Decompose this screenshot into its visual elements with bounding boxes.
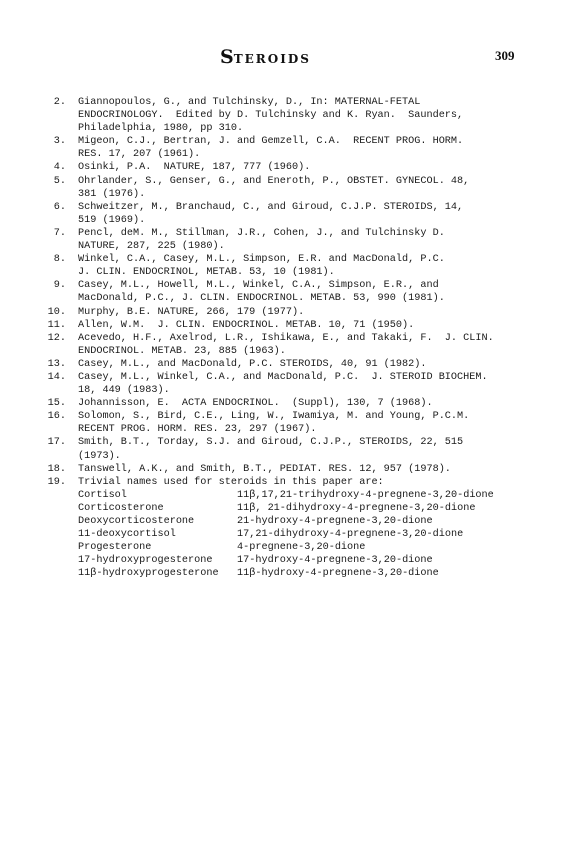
steroid-trivial-name: Cortisol <box>78 489 127 501</box>
reference-text-line: NATURE, 287, 225 (1980). <box>78 241 225 253</box>
reference-text-line: Allen, W.M. J. CLIN. ENDOCRINOL. METAB. 10, 71 (1950). <box>78 319 415 331</box>
reference-item <box>42 306 562 319</box>
reference-number: 4. <box>53 162 66 174</box>
steroid-trivial-name: 11β-hydroxyprogesterone <box>78 568 219 580</box>
reference-number: 2. <box>53 97 66 108</box>
reference-text-line: Giannopoulos, G., and Tulchinsky, D., In: MATERNAL-FETAL <box>78 97 421 108</box>
trivial-names-table <box>78 489 562 581</box>
reference-number: 7. <box>53 227 66 239</box>
reference-text-line: Johannisson, E. ACTA ENDOCRINOL. (Suppl), 130, 7 (1968). <box>78 398 433 410</box>
reference-number: 5. <box>53 175 66 187</box>
reference-number: 6. <box>53 201 66 213</box>
trivial-names-intro: Trivial names used for steroids in this paper are: <box>78 476 384 488</box>
reference-number: 3. <box>53 136 66 148</box>
reference-number: 15. <box>47 398 66 410</box>
reference-item-trivial-names <box>42 476 562 581</box>
reference-text-line: Ohrlander, S., Genser, G., and Eneroth, P., OBSTET. GYNECOL. 48, <box>78 175 470 187</box>
reference-text-line: Osinki, P.A. NATURE, 187, 777 (1960). <box>78 162 311 174</box>
reference-text-line: Winkel, C.A., Casey, M.L., Simpson, E.R. and MacDonald, P.C. <box>78 254 445 266</box>
reference-number: 16. <box>47 411 66 423</box>
reference-text-line: J. CLIN. ENDOCRINOL, METAB. 53, 10 (1981). <box>78 267 335 279</box>
reference-item <box>42 175 562 201</box>
reference-item <box>42 135 562 161</box>
reference-text-line: MacDonald, P.C., J. CLIN. ENDOCRINOL. METAB. 53, 990 (1981). <box>78 293 445 305</box>
reference-number: 8. <box>53 254 66 266</box>
steroid-trivial-name: 11-deoxycortisol <box>78 529 176 541</box>
reference-text-line: Tanswell, A.K., and Smith, B.T., PEDIAT. RES. 12, 957 (1978). <box>78 463 451 475</box>
reference-item <box>42 463 562 476</box>
reference-number: 11. <box>47 319 66 331</box>
journal-title-initial: S <box>220 46 234 68</box>
reference-item <box>42 371 562 397</box>
reference-item <box>42 96 562 135</box>
reference-text-line: Schweitzer, M., Branchaud, C., and Giroud, C.J.P. STEROIDS, 14, <box>78 201 464 213</box>
journal-title-rest: TEROIDS <box>233 52 311 66</box>
reference-text-line: Solomon, S., Bird, C.E., Ling, W., Iwamiya, M. and Young, P.C.M. <box>78 411 470 423</box>
reference-number: 19. <box>47 476 66 488</box>
reference-text-line: Smith, B.T., Torday, S.J. and Giroud, C.J.P., STEROIDS, 22, 515 <box>78 437 464 449</box>
reference-text-line: RECENT PROG. HORM. RES. 23, 297 (1967). <box>78 424 317 436</box>
reference-text-line: RES. 17, 207 (1961). <box>78 149 201 161</box>
reference-item <box>42 397 562 410</box>
steroid-systematic-name: 11β-hydroxy-4-pregnene-3,20-dione <box>237 568 439 580</box>
reference-text-line: Pencl, deM. M., Stillman, J.R., Cohen, J., and Tulchinsky D. <box>78 227 445 239</box>
reference-text-line: (1973). <box>78 450 121 462</box>
reference-number: 12. <box>47 332 66 344</box>
reference-item <box>42 227 562 253</box>
reference-number: 9. <box>53 280 66 292</box>
reference-item <box>42 436 562 462</box>
journal-title <box>220 46 311 68</box>
reference-number: 13. <box>47 358 66 370</box>
steroid-systematic-name: 4-pregnene-3,20-dione <box>237 542 366 554</box>
steroid-systematic-name: 11β, 21-dihydroxy-4-pregnene-3,20-dione <box>237 502 476 514</box>
reference-text-line: 381 (1976). <box>78 188 146 200</box>
reference-item <box>42 201 562 227</box>
reference-item <box>42 332 562 358</box>
reference-item <box>42 279 562 305</box>
reference-text-line: Murphy, B.E. NATURE, 266, 179 (1977). <box>78 306 305 318</box>
page-header <box>0 40 576 76</box>
reference-text-line: Casey, M.L., and MacDonald, P.C. STEROIDS, 40, 91 (1982). <box>78 358 427 370</box>
steroid-systematic-name: 11β,17,21-trihydroxy-4-pregnene-3,20-dione <box>237 489 494 501</box>
reference-item <box>42 358 562 371</box>
reference-text-line: Casey, M.L., Winkel, C.A., and MacDonald, P.C. J. STEROID BIOCHEM. <box>78 371 488 383</box>
steroid-trivial-name: Corticosterone <box>78 502 164 514</box>
reference-number: 17. <box>47 437 66 449</box>
reference-text-line: 18, 449 (1983). <box>78 385 170 397</box>
reference-item <box>42 319 562 332</box>
reference-text-line: Migeon, C.J., Bertran, J. and Gemzell, C.A. RECENT PROG. HORM. <box>78 136 464 148</box>
page-number: 309 <box>495 48 515 63</box>
reference-item <box>42 253 562 279</box>
steroid-trivial-name: Progesterone <box>78 542 152 554</box>
reference-text-line: Casey, M.L., Howell, M.L., Winkel, C.A., Simpson, E.R., and <box>78 280 439 292</box>
reference-list <box>42 96 562 580</box>
steroid-trivial-name: Deoxycorticosterone <box>78 516 195 527</box>
reference-text-line: Acevedo, H.F., Axelrod, L.R., Ishikawa, E., and Takaki, F. J. CLIN. <box>78 332 494 344</box>
reference-text-line: 519 (1969). <box>78 214 146 226</box>
reference-number: 10. <box>47 306 66 318</box>
steroid-systematic-name: 17-hydroxy-4-pregnene-3,20-dione <box>237 555 433 567</box>
reference-text-line: ENDOCRINOL. METAB. 23, 885 (1963). <box>78 345 286 357</box>
reference-item <box>42 410 562 436</box>
reference-number: 18. <box>47 463 66 475</box>
steroid-systematic-name: 17,21-dihydroxy-4-pregnene-3,20-dione <box>237 529 464 541</box>
steroid-systematic-name: 21-hydroxy-4-pregnene-3,20-dione <box>237 516 433 527</box>
reference-text-line: Philadelphia, 1980, pp 310. <box>78 123 244 135</box>
reference-item <box>42 161 562 174</box>
steroid-trivial-name: 17-hydroxyprogesterone <box>78 555 213 567</box>
reference-number: 14. <box>47 371 66 383</box>
reference-text-line: ENDOCRINOLOGY. Edited by D. Tulchinsky and K. Ryan. Saunders, <box>78 110 464 122</box>
